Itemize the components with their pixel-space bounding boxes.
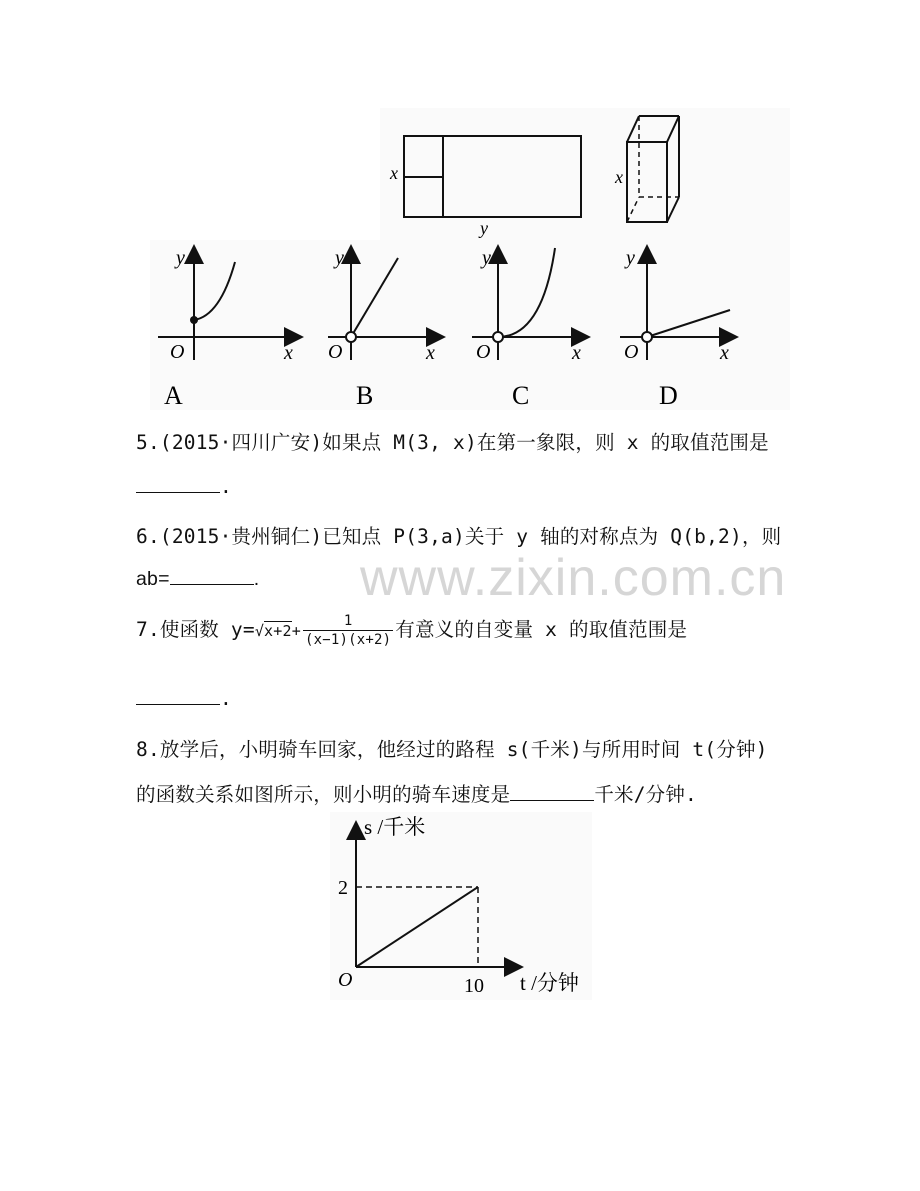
q6-answer-blank[interactable] — [170, 566, 254, 585]
open-point — [642, 332, 652, 342]
q8-line2: 的函数关系如图所示，则小明的骑车速度是 千米/分钟. — [136, 783, 697, 806]
distance-time-chart — [330, 812, 592, 1000]
svg-text:y: y — [482, 247, 491, 269]
svg-text:x: x — [572, 342, 581, 364]
q5-line2: . — [136, 474, 232, 498]
option-b-label: B — [356, 381, 374, 410]
box-label-x: x — [615, 167, 623, 187]
svg-text:y: y — [335, 247, 344, 269]
svg-text:y: y — [176, 247, 185, 269]
origin-label: O — [338, 969, 353, 991]
option-d-label: D — [659, 381, 678, 410]
open-point — [493, 332, 503, 342]
x-tick-10: 10 — [464, 975, 484, 997]
q5-line1: 5.(2015·四川广安)如果点 M(3, x)在第一象限，则 x 的取值范围是 — [136, 431, 769, 454]
option-c-label: C — [512, 381, 530, 410]
svg-text:O: O — [328, 341, 343, 363]
rect-label-y: y — [480, 218, 488, 238]
svg-text:x: x — [720, 342, 729, 364]
q8-answer-blank[interactable] — [510, 782, 594, 801]
q6-line2: ab= . — [136, 568, 260, 590]
q7-answer-blank[interactable] — [136, 686, 220, 705]
y-tick-2: 2 — [338, 877, 348, 899]
svg-text:O: O — [624, 341, 639, 363]
solid-point — [190, 316, 198, 324]
svg-text:x: x — [284, 342, 293, 364]
x-axis-label: t /分钟 — [520, 971, 579, 995]
option-graphs — [150, 240, 790, 410]
svg-text:O: O — [476, 341, 491, 363]
svg-text:O: O — [170, 341, 185, 363]
q7-line2: . — [136, 686, 232, 710]
svg-text:x: x — [426, 342, 435, 364]
area-volume-figure — [380, 108, 790, 240]
q7-line1: 7.使函数 y=√x+2+ $\frac{1}{(x-1)(x+2)}$ 有意义的自变量 x 的取值范围是 — [136, 613, 688, 648]
watermark: www.zixin.com.cn — [360, 549, 787, 607]
open-point — [346, 332, 356, 342]
rect-label-x: x — [390, 163, 398, 183]
svg-text:y: y — [626, 247, 635, 269]
option-a-label: A — [164, 381, 183, 410]
q5-answer-blank[interactable] — [136, 474, 220, 493]
y-axis-label: s /千米 — [364, 815, 426, 839]
q8-line1: 8.放学后，小明骑车回家，他经过的路程 s(千米)与所用时间 t(分钟) — [136, 738, 768, 761]
q6-line1: 6.(2015·贵州铜仁)已知点 P(3,a)关于 y 轴的对称点为 Q(b,2)，则 — [136, 525, 782, 548]
